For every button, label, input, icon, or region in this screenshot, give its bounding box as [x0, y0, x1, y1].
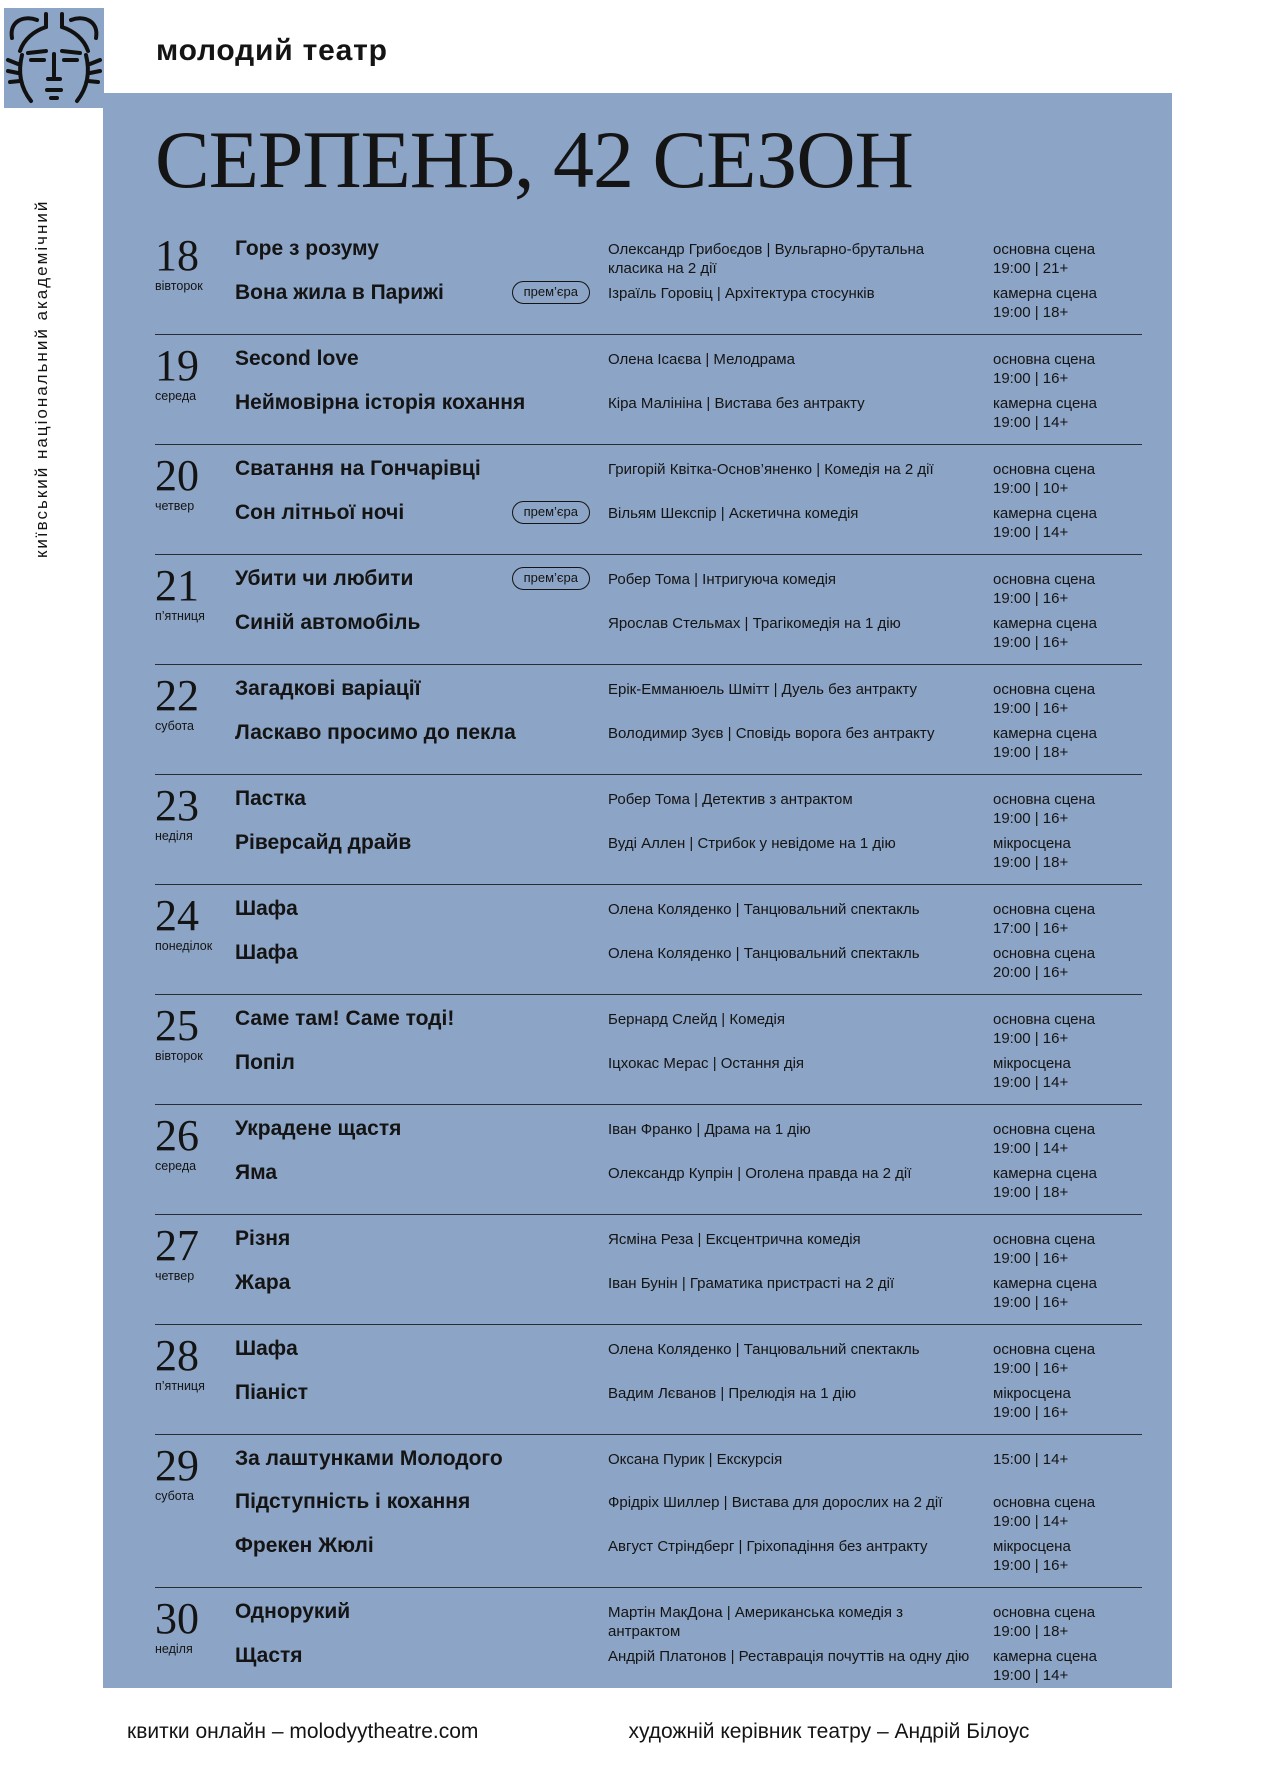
- show-venue: [993, 1270, 1142, 1312]
- show-row: [235, 896, 1142, 938]
- date-number: 26: [155, 1111, 199, 1160]
- show-title-cell: [235, 1006, 590, 1048]
- poster-title: СЕРПЕНЬ, 42 СЕЗОН: [155, 114, 913, 205]
- show-author-info: Володимир Зуєв | Сповідь ворога без антракту: [608, 725, 935, 742]
- show-author-info: Ярослав Стельмах | Трагікомедія на 1 дію: [608, 615, 901, 632]
- venue-name: основна сцена: [993, 1231, 1096, 1248]
- day-shows: [235, 1446, 1142, 1577]
- show-title: Піаніст: [235, 1381, 309, 1404]
- show-venue: [993, 1643, 1142, 1685]
- day-shows: [235, 346, 1142, 434]
- date-number: 29: [155, 1441, 199, 1490]
- show-title: Шафа: [235, 941, 298, 964]
- tickets-website-link[interactable]: molodyytheatre.com: [289, 1720, 479, 1743]
- show-author-info: Фрідріх Шиллер | Вистава для дорослих на 2 дії: [608, 1494, 943, 1511]
- show-row: [235, 1226, 1142, 1268]
- show-author-info: Вадим Лєванов | Прелюдія на 1 дію: [608, 1385, 857, 1402]
- theatre-name: молодий театр: [156, 34, 388, 67]
- day-shows: [235, 236, 1142, 324]
- show-venue: [993, 390, 1142, 432]
- date-cell: [155, 781, 235, 874]
- show-venue: [993, 1599, 1142, 1641]
- show-title-cell: [235, 1643, 590, 1685]
- venue-name: основна сцена: [993, 1494, 1096, 1511]
- artistic-director-line: художній керівник театру – Андрій Білоус: [628, 1720, 1030, 1743]
- schedule-day-row: [155, 554, 1142, 664]
- show-title-cell: [235, 1160, 590, 1202]
- show-title-cell: [235, 830, 590, 872]
- show-author-info: Робер Тома | Інтригуюча комедія: [608, 571, 837, 588]
- show-time-age: 19:00 | 18+: [993, 1623, 1069, 1640]
- weekday-label: вівторок: [155, 1049, 203, 1063]
- show-row: [235, 786, 1142, 828]
- venue-name: мікросцена: [993, 835, 1071, 852]
- show-title: Second love: [235, 347, 359, 370]
- show-row: [235, 1489, 1142, 1531]
- show-time-age: 17:00 | 16+: [993, 920, 1069, 937]
- show-author-info: Ізраїль Горовіц | Архітектура стосунків: [608, 285, 875, 302]
- show-time-age: 19:00 | 21+: [993, 260, 1069, 277]
- show-time-age: 19:00 | 10+: [993, 480, 1069, 497]
- show-venue: [993, 830, 1142, 872]
- show-venue: [993, 1050, 1142, 1092]
- day-shows: [235, 456, 1142, 544]
- show-title-cell: [235, 456, 590, 498]
- show-time-age: 19:00 | 16+: [993, 370, 1069, 387]
- show-time-age: 19:00 | 16+: [993, 634, 1069, 651]
- show-title: Сон літньої ночі: [235, 501, 405, 524]
- show-row: [235, 940, 1142, 982]
- show-venue: [993, 500, 1142, 542]
- show-title-cell: [235, 500, 590, 542]
- show-row: [235, 1336, 1142, 1378]
- day-shows: [235, 1599, 1142, 1687]
- show-title-cell: [235, 1116, 590, 1158]
- show-title-cell: [235, 566, 590, 608]
- venue-name: мікросцена: [993, 1055, 1071, 1072]
- show-author-info: Вільям Шекспір | Аскетична комедія: [608, 505, 859, 522]
- show-venue: [993, 1489, 1142, 1531]
- show-row: [235, 1599, 1142, 1641]
- show-title: Сватання на Гончарівці: [235, 457, 481, 480]
- show-title: Убити чи любити: [235, 567, 414, 590]
- show-time-age: 19:00 | 14+: [993, 1074, 1069, 1091]
- show-author-info: Мартін МакДона | Американська комедія з антрактом: [608, 1604, 904, 1640]
- show-venue: [993, 1336, 1142, 1378]
- show-venue: [993, 676, 1142, 718]
- show-title-cell: [235, 236, 590, 278]
- show-author-info: Август Стріндберг | Гріхопадіння без антракту: [608, 1538, 928, 1555]
- show-author-info: Іцхокас Мерас | Остання дія: [608, 1055, 805, 1072]
- show-row: [235, 1050, 1142, 1092]
- show-venue: [993, 236, 1142, 278]
- show-author-info: Григорій Квітка-Основ’яненко | Комедія на 2 дії: [608, 461, 934, 478]
- show-title: Шафа: [235, 1337, 298, 1360]
- date-cell: [155, 561, 235, 654]
- show-title: Украдене щастя: [235, 1117, 402, 1140]
- show-time-age: 19:00 | 18+: [993, 1184, 1069, 1201]
- show-title-cell: [235, 720, 590, 762]
- venue-name: камерна сцена: [993, 285, 1097, 302]
- venue-name: основна сцена: [993, 241, 1096, 258]
- show-title-cell: [235, 1050, 590, 1092]
- show-time-age: 19:00 | 16+: [993, 1030, 1069, 1047]
- show-venue: [993, 346, 1142, 388]
- show-time-age: 19:00 | 14+: [993, 1513, 1069, 1530]
- date-number: 20: [155, 451, 199, 500]
- show-title: Яма: [235, 1161, 278, 1184]
- poster-panel: [103, 93, 1172, 1688]
- weekday-label: п’ятниця: [155, 609, 205, 623]
- show-author-info: Бернард Слейд | Комедія: [608, 1011, 785, 1028]
- weekday-label: понеділок: [155, 939, 213, 953]
- show-time-age: 15:00 | 14+: [993, 1451, 1069, 1468]
- show-author-info: Іван Франко | Драма на 1 дію: [608, 1121, 811, 1138]
- venue-name: мікросцена: [993, 1385, 1071, 1402]
- show-title-cell: [235, 940, 590, 982]
- show-author-info: Ерік-Емманюель Шмітт | Дуель без антракту: [608, 681, 918, 698]
- show-row: [235, 390, 1142, 432]
- date-number: 21: [155, 561, 199, 610]
- date-cell: [155, 671, 235, 764]
- show-title: Щастя: [235, 1644, 303, 1667]
- show-time-age: 19:00 | 16+: [993, 1557, 1069, 1574]
- show-title: Загадкові варіації: [235, 677, 421, 700]
- show-author-info: Олена Коляденко | Танцювальний спектакль: [608, 945, 920, 962]
- show-row: [235, 1380, 1142, 1422]
- show-title-cell: [235, 1226, 590, 1268]
- day-shows: [235, 1336, 1142, 1424]
- venue-name: камерна сцена: [993, 505, 1097, 522]
- show-title: Саме там! Саме тоді!: [235, 1007, 455, 1030]
- schedule-day-row: [155, 884, 1142, 994]
- show-venue: [993, 1006, 1142, 1048]
- show-venue: [993, 566, 1142, 608]
- show-row: [235, 1006, 1142, 1048]
- weekday-label: п’ятниця: [155, 1379, 205, 1393]
- show-title: Синій автомобіль: [235, 611, 421, 634]
- show-title: Однорукий: [235, 1600, 351, 1623]
- date-number: 22: [155, 671, 199, 720]
- show-author-info: Олександр Купрін | Оголена правда на 2 дії: [608, 1165, 912, 1182]
- venue-name: основна сцена: [993, 1011, 1096, 1028]
- day-shows: [235, 896, 1142, 984]
- show-row: [235, 720, 1142, 762]
- show-time-age: 19:00 | 18+: [993, 304, 1069, 321]
- tickets-line: [127, 1720, 478, 1744]
- show-time-age: 19:00 | 14+: [993, 524, 1069, 541]
- show-row: [235, 566, 1142, 608]
- weekday-label: вівторок: [155, 279, 203, 293]
- show-title-cell: [235, 1380, 590, 1422]
- weekday-label: субота: [155, 719, 195, 733]
- schedule-day-row: [155, 1324, 1142, 1434]
- show-title-cell: [235, 346, 590, 388]
- footer: [127, 1720, 1029, 1744]
- show-time-age: 19:00 | 14+: [993, 1140, 1069, 1157]
- show-time-age: 19:00 | 14+: [993, 414, 1069, 431]
- venue-name: камерна сцена: [993, 395, 1097, 412]
- date-cell: [155, 341, 235, 434]
- schedule-day-row: [155, 1587, 1142, 1697]
- show-title-cell: [235, 1599, 590, 1641]
- venue-name: камерна сцена: [993, 1648, 1097, 1665]
- theatre-subtitle-vertical: київський національний академічний: [32, 199, 51, 558]
- show-venue: [993, 610, 1142, 652]
- show-title-cell: [235, 1489, 590, 1531]
- show-title-cell: [235, 1270, 590, 1312]
- show-row: [235, 280, 1142, 322]
- show-author-info: Андрій Платонов | Реставрація почуттів на одну дію: [608, 1648, 970, 1665]
- show-time-age: 19:00 | 16+: [993, 1250, 1069, 1267]
- date-cell: [155, 1221, 235, 1314]
- show-row: [235, 456, 1142, 498]
- premiere-badge: прем’єра: [512, 567, 590, 590]
- show-time-age: 19:00 | 16+: [993, 1294, 1069, 1311]
- venue-name: основна сцена: [993, 461, 1096, 478]
- show-venue: [993, 280, 1142, 322]
- date-cell: [155, 1001, 235, 1094]
- show-venue: [993, 720, 1142, 762]
- show-venue: [993, 1446, 1142, 1487]
- show-venue: [993, 896, 1142, 938]
- show-row: [235, 1533, 1142, 1575]
- date-cell: [155, 1331, 235, 1424]
- tickets-label: квитки онлайн –: [127, 1720, 284, 1743]
- show-title: Ріверсайд драйв: [235, 831, 412, 854]
- show-venue: [993, 1116, 1142, 1158]
- show-row: [235, 1160, 1142, 1202]
- show-title: Жара: [235, 1271, 291, 1294]
- show-title: Різня: [235, 1227, 291, 1250]
- show-title: Фрекен Жюлі: [235, 1534, 374, 1557]
- schedule-day-row: [155, 334, 1142, 444]
- show-row: [235, 676, 1142, 718]
- show-author-info: Робер Тома | Детектив з антрактом: [608, 791, 853, 808]
- show-time-age: 20:00 | 16+: [993, 964, 1069, 981]
- show-time-age: 19:00 | 16+: [993, 810, 1069, 827]
- show-time-age: 19:00 | 16+: [993, 700, 1069, 717]
- day-shows: [235, 1006, 1142, 1094]
- day-shows: [235, 1226, 1142, 1314]
- show-row: [235, 236, 1142, 278]
- show-time-age: 19:00 | 18+: [993, 854, 1069, 871]
- show-venue: [993, 1380, 1142, 1422]
- show-venue: [993, 786, 1142, 828]
- show-venue: [993, 456, 1142, 498]
- day-shows: [235, 566, 1142, 654]
- show-title: За лаштунками Молодого: [235, 1447, 503, 1470]
- show-title-cell: [235, 676, 590, 718]
- show-author-info: Олена Ісаєва | Мелодрама: [608, 351, 795, 368]
- show-author-info: Олена Коляденко | Танцювальний спектакль: [608, 1341, 920, 1358]
- show-venue: [993, 1226, 1142, 1268]
- weekday-label: середа: [155, 389, 197, 403]
- show-time-age: 19:00 | 16+: [993, 1404, 1069, 1421]
- show-row: [235, 1116, 1142, 1158]
- show-author-info: Кіра Малініна | Вистава без антракту: [608, 395, 865, 412]
- venue-name: камерна сцена: [993, 615, 1097, 632]
- show-row: [235, 346, 1142, 388]
- schedule-day-row: [155, 444, 1142, 554]
- schedule: [155, 225, 1142, 1697]
- show-title: Шафа: [235, 897, 298, 920]
- show-title-cell: [235, 610, 590, 652]
- date-number: 27: [155, 1221, 199, 1270]
- show-author-info: Вуді Аллен | Стрибок у невідоме на 1 дію: [608, 835, 896, 852]
- show-row: [235, 830, 1142, 872]
- weekday-label: середа: [155, 1159, 197, 1173]
- show-author-info: Ясміна Реза | Ексцентрична комедія: [608, 1231, 861, 1248]
- show-venue: [993, 1160, 1142, 1202]
- venue-name: камерна сцена: [993, 1165, 1097, 1182]
- premiere-badge: прем’єра: [512, 501, 590, 524]
- date-number: 19: [155, 341, 199, 390]
- show-title: Підступність і кохання: [235, 1490, 471, 1513]
- venue-name: камерна сцена: [993, 1275, 1097, 1292]
- show-title: Вона жила в Парижі: [235, 281, 444, 304]
- show-row: [235, 500, 1142, 542]
- show-venue: [993, 1533, 1142, 1575]
- venue-name: основна сцена: [993, 901, 1096, 918]
- show-author-info: Оксана Пурик | Екскурсія: [608, 1451, 783, 1468]
- show-title-cell: [235, 896, 590, 938]
- show-title: Попіл: [235, 1051, 295, 1074]
- weekday-label: четвер: [155, 1269, 195, 1283]
- show-author-info: Олена Коляденко | Танцювальний спектакль: [608, 901, 920, 918]
- day-shows: [235, 676, 1142, 764]
- show-row: [235, 1446, 1142, 1487]
- show-time-age: 19:00 | 14+: [993, 1667, 1069, 1684]
- schedule-day-row: [155, 225, 1142, 334]
- show-author-info: Іван Бунін | Граматика пристрасті на 2 дії: [608, 1275, 895, 1292]
- date-number: 18: [155, 231, 199, 280]
- venue-name: основна сцена: [993, 681, 1096, 698]
- date-number: 23: [155, 781, 199, 830]
- show-time-age: 19:00 | 16+: [993, 1360, 1069, 1377]
- date-cell: [155, 1441, 235, 1577]
- date-number: 28: [155, 1331, 199, 1380]
- show-row: [235, 610, 1142, 652]
- venue-name: основна сцена: [993, 791, 1096, 808]
- show-title: Неймовірна історія кохання: [235, 391, 526, 414]
- venue-name: камерна сцена: [993, 725, 1097, 742]
- venue-name: основна сцена: [993, 1121, 1096, 1138]
- venue-name: мікросцена: [993, 1538, 1071, 1555]
- show-title-cell: [235, 280, 590, 322]
- schedule-day-row: [155, 1214, 1142, 1324]
- show-title: Пастка: [235, 787, 306, 810]
- venue-name: основна сцена: [993, 571, 1096, 588]
- date-cell: [155, 451, 235, 544]
- show-title-cell: [235, 1336, 590, 1378]
- day-shows: [235, 786, 1142, 874]
- venue-name: основна сцена: [993, 945, 1096, 962]
- weekday-label: четвер: [155, 499, 195, 513]
- date-cell: [155, 891, 235, 984]
- date-cell: [155, 1111, 235, 1204]
- weekday-label: неділя: [155, 1642, 193, 1656]
- schedule-day-row: [155, 1104, 1142, 1214]
- day-shows: [235, 1116, 1142, 1204]
- venue-name: основна сцена: [993, 1604, 1096, 1621]
- show-time-age: 19:00 | 18+: [993, 744, 1069, 761]
- show-title-cell: [235, 786, 590, 828]
- show-title-cell: [235, 1446, 590, 1487]
- premiere-badge: прем’єра: [512, 281, 590, 304]
- show-row: [235, 1270, 1142, 1312]
- show-title: Ласкаво просимо до пекла: [235, 721, 516, 744]
- venue-name: основна сцена: [993, 1341, 1096, 1358]
- date-number: 24: [155, 891, 199, 940]
- weekday-label: неділя: [155, 829, 193, 843]
- schedule-day-row: [155, 1434, 1142, 1587]
- schedule-day-row: [155, 664, 1142, 774]
- show-title-cell: [235, 390, 590, 432]
- schedule-day-row: [155, 994, 1142, 1104]
- show-author-info: Олександр Грибоєдов | Вульгарно-брутальна класика на 2 дії: [608, 241, 925, 277]
- show-time-age: 19:00 | 16+: [993, 590, 1069, 607]
- show-row: [235, 1643, 1142, 1685]
- date-number: 25: [155, 1001, 199, 1050]
- weekday-label: субота: [155, 1489, 195, 1503]
- show-title: Горе з розуму: [235, 237, 379, 260]
- theatre-face-logo: [4, 8, 104, 108]
- schedule-day-row: [155, 774, 1142, 884]
- date-number: 30: [155, 1594, 199, 1643]
- show-venue: [993, 940, 1142, 982]
- show-title-cell: [235, 1533, 590, 1575]
- date-cell: [155, 231, 235, 324]
- date-cell: [155, 1594, 235, 1687]
- venue-name: основна сцена: [993, 351, 1096, 368]
